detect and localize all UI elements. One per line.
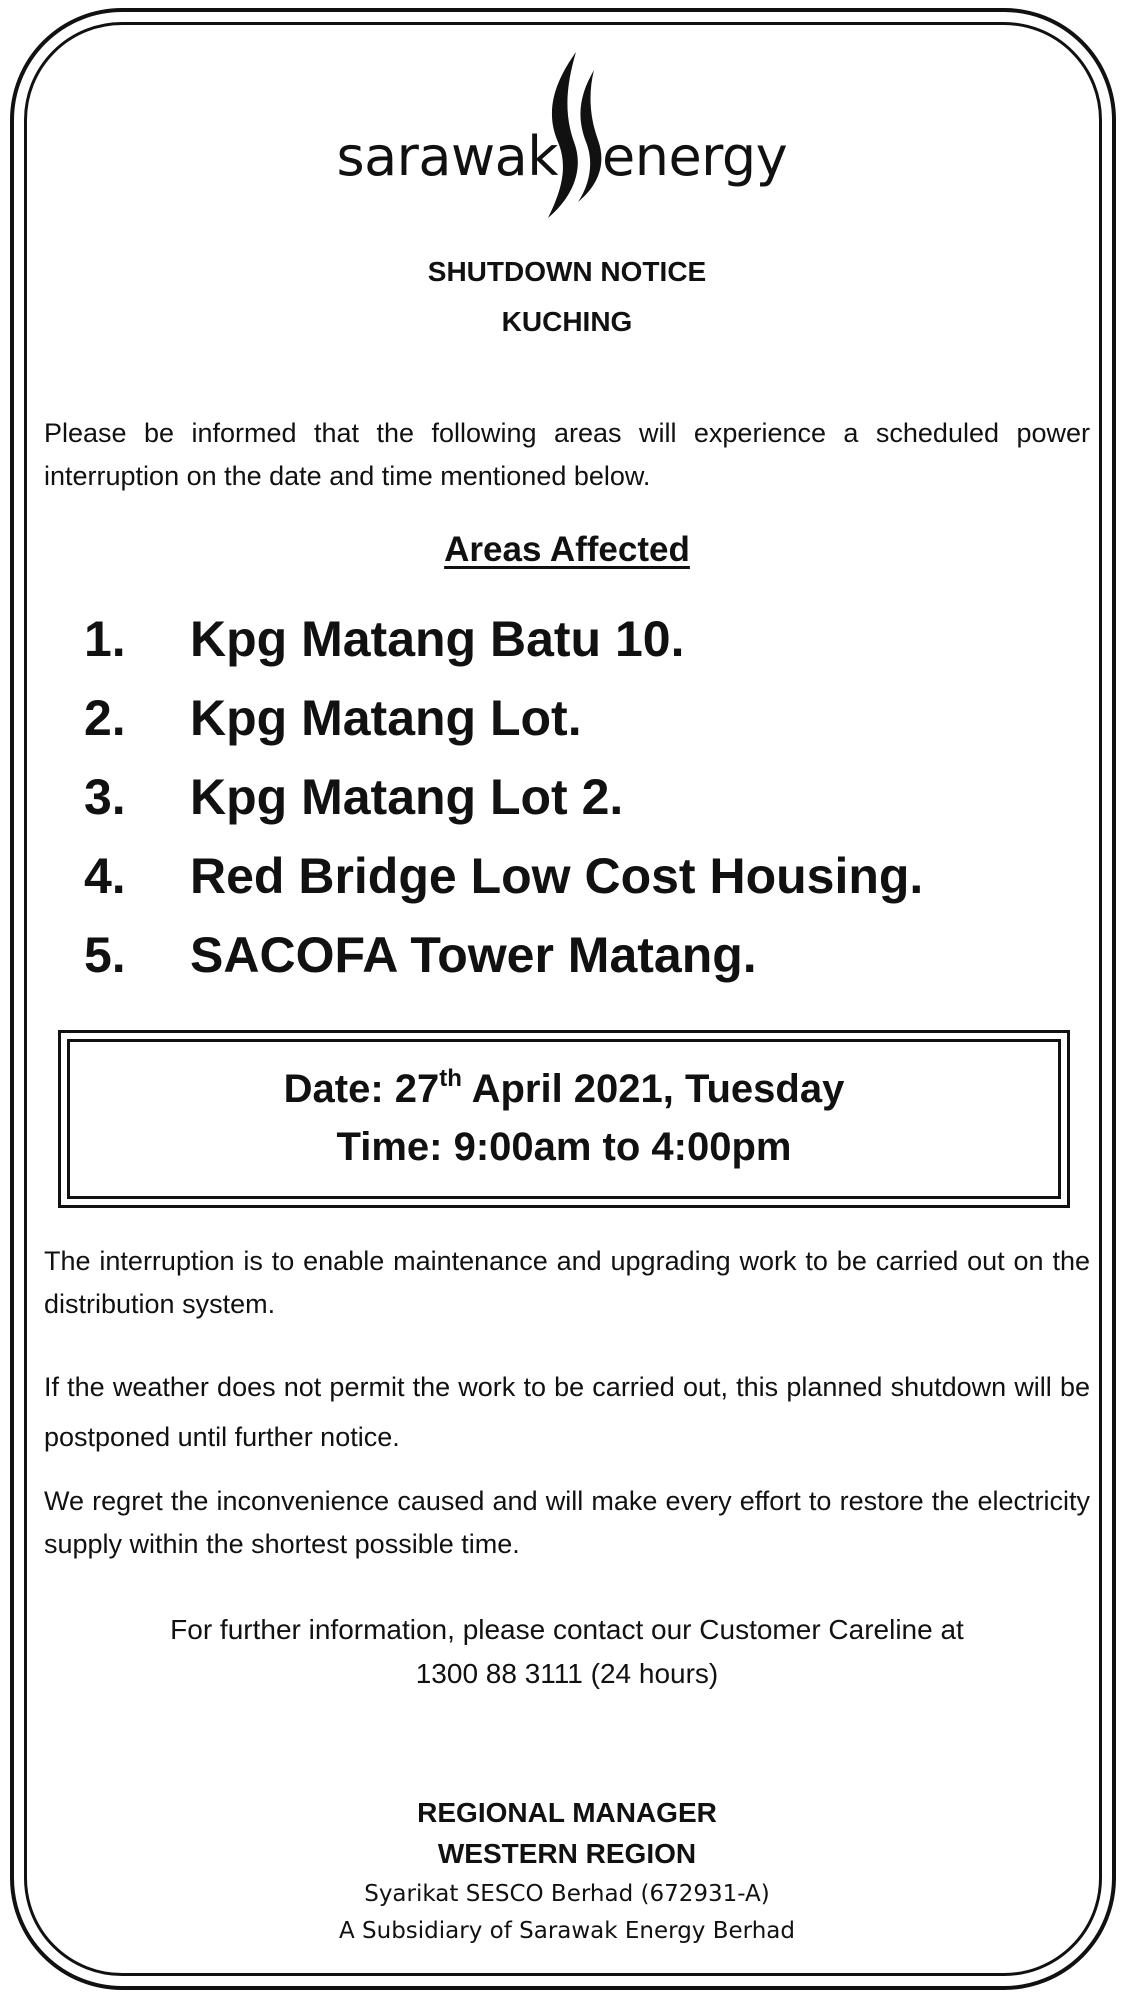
- area-number: 4.: [84, 848, 126, 904]
- area-name: Kpg Matang Lot.: [190, 690, 582, 746]
- area-item: [84, 679, 923, 758]
- area-name: Kpg Matang Lot 2.: [190, 769, 624, 825]
- regret-paragraph: We regret the inconvenience caused and will make every effort to restore the electricity supply within the shortest possible time.: [44, 1486, 1090, 1559]
- area-item: [84, 758, 923, 837]
- area-number: 3.: [84, 769, 126, 825]
- logo-word-right: energy: [602, 125, 788, 188]
- company-name: Syarikat SESCO Berhad (672931-A): [364, 1881, 770, 1907]
- reason-paragraph: The interruption is to enable maintenance and upgrading work to be carried out on the distribution system.: [44, 1246, 1090, 1319]
- areas-list: [84, 600, 923, 995]
- careline-number: 1300 88 3111 (24 hours): [415, 1658, 719, 1689]
- sarawak-energy-logo: [0, 50, 1134, 220]
- area-item: [84, 916, 923, 995]
- area-item: [84, 600, 923, 679]
- parent-company: A Subsidiary of Sarawak Energy Berhad: [338, 1918, 795, 1944]
- area-name: SACOFA Tower Matang.: [190, 927, 757, 983]
- logo-word-left: sarawak: [336, 125, 558, 188]
- notice-location: KUCHING: [501, 306, 633, 337]
- area-number: 1.: [84, 611, 126, 667]
- schedule-time: Time: 9:00am to 4:00pm: [336, 1125, 792, 1169]
- schedule-box: [58, 1030, 1070, 1208]
- area-item: [84, 837, 923, 916]
- area-number: 2.: [84, 690, 126, 746]
- area-name: Red Bridge Low Cost Housing.: [190, 848, 924, 904]
- areas-affected-heading: Areas Affected: [444, 530, 690, 569]
- notice-title: SHUTDOWN NOTICE: [427, 256, 707, 287]
- signatory-region: WESTERN REGION: [437, 1838, 697, 1869]
- area-number: 5.: [84, 927, 126, 983]
- flame-icon: [536, 50, 606, 220]
- area-name: Kpg Matang Batu 10.: [190, 611, 685, 667]
- intro-paragraph: Please be informed that the following areas will experience a scheduled power interruption on the date and time mentioned below.: [44, 418, 1090, 491]
- weather-paragraph: If the weather does not permit the work to be carried out, this planned shutdown will be postponed until further notice.: [44, 1372, 1090, 1452]
- signatory-role: REGIONAL MANAGER: [417, 1797, 717, 1828]
- contact-line: For further information, please contact our Customer Careline at: [170, 1614, 964, 1645]
- schedule-date: Date: 27th April 2021, Tuesday: [283, 1065, 845, 1111]
